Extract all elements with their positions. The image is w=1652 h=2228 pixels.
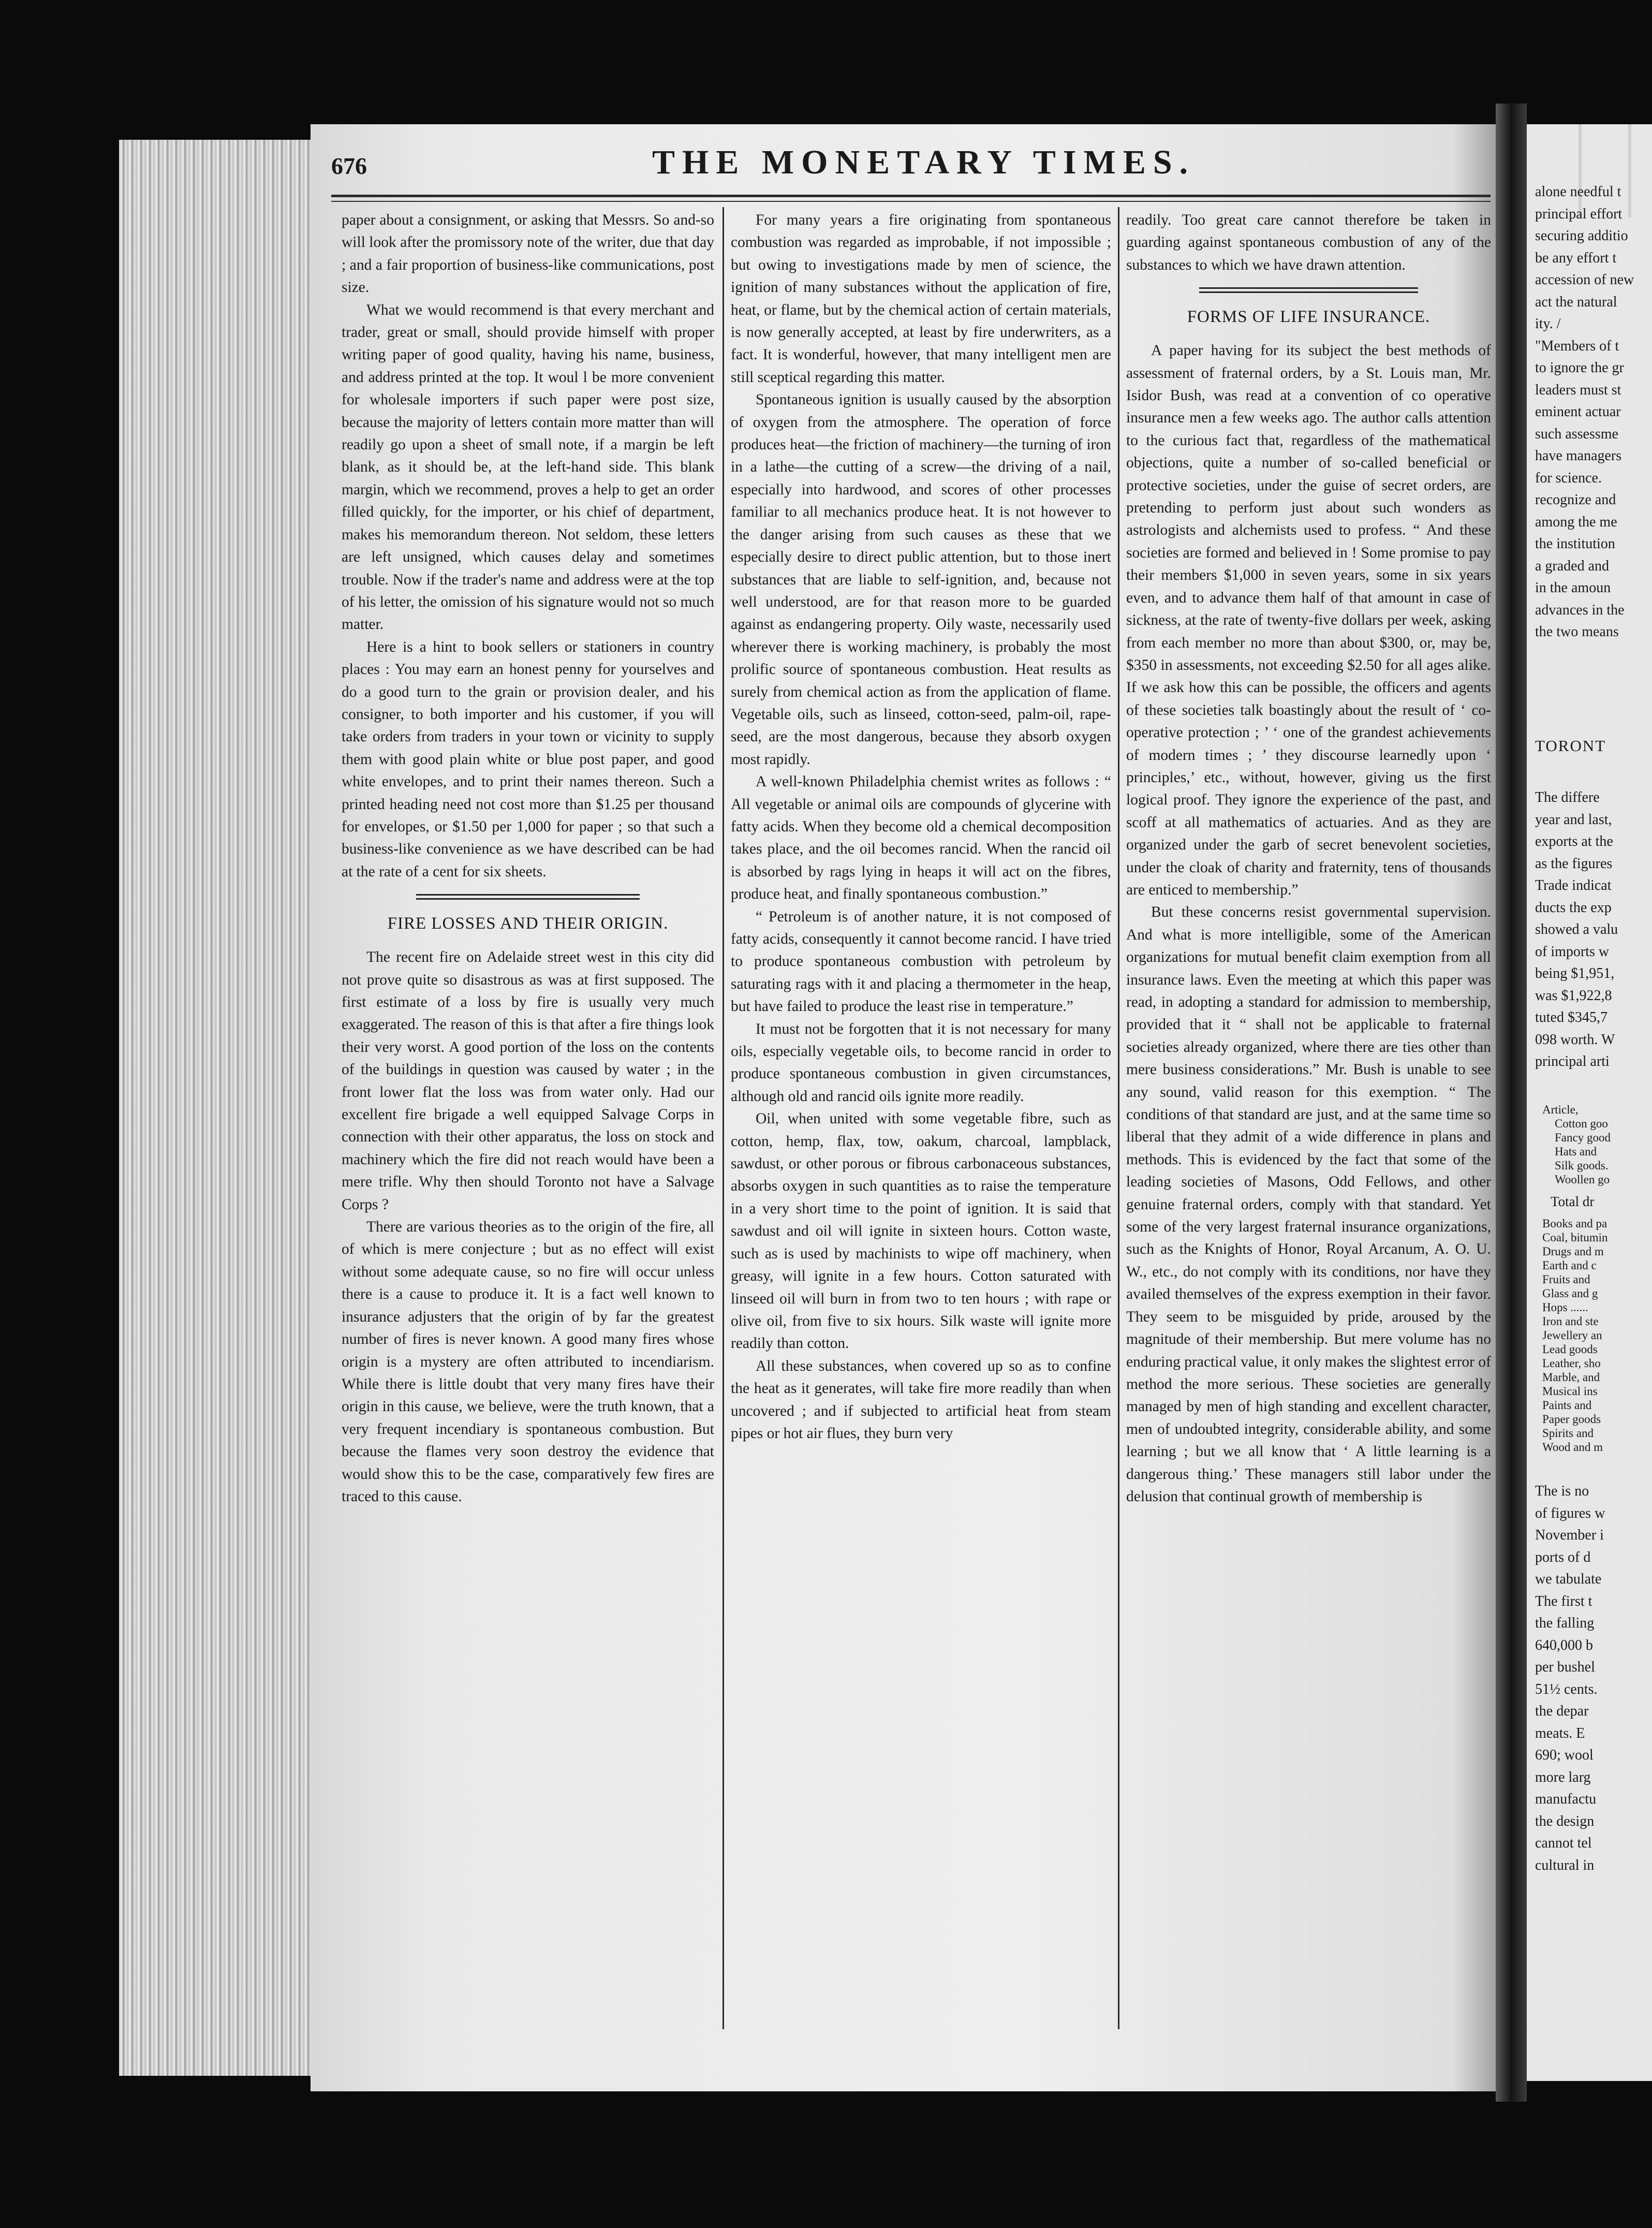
facing-page-table-row: Jewellery an (1542, 1329, 1602, 1342)
article-paragraph: There are various theories as to the origin of the fire, all of which is mere conjecture ; but as no effect will exist without some adequate cause, so no fire will occur unless there is a cause to produce it. It is a fact well known to insurance adjusters that the origin of by far the greatest number of fires is never known. A good many fires whose origin is a mystery are often attributed to incendiarism. While there is little doubt that very many fires have their origin in this cause, we believe, were the truth known, that a very frequent incendiary is spontaneous combustion. But because the flames very soon destroy the evidence that would show this to be the case, comparatively few fires are traced to this cause. (342, 1219, 714, 1505)
facing-page-line: "Members of t (1535, 338, 1619, 354)
article-paragraph: A well-known Philadelphia chemist writes as follows : “ All vegetable or animal oils are compounds of glycerine with fatty acids. When they become old a chemical decomposition takes place, and the oil becomes rancid. When the rancid oil is absorbed by rags lying in heaps it will act on the fibres, produce heat, and finally spontaneous combustion.” (731, 773, 1111, 903)
facing-page-table-row: Hops ...... (1542, 1301, 1588, 1314)
facing-page-table-row: Leather, sho (1542, 1357, 1601, 1370)
article-paragraph: But these concerns resist governmental supervision. And what is more intelligible, some of the American organizations for mutual benefit claim exemption from all insurance laws. Even the meeting at which this paper was read, in adopting a standard for admission to membership, provided that it “ shall not be applicable to fraternal societies already organized, where there are ties other than mere business considerations.” Mr. Bush is unable to see any sound, valid reason for this exemption. “ The conditions of that standard are just, and at the same time so liberal that they admit of a wide difference in plans and methods. This is evidenced by the fact that some of the leading societies of Masons, Odd Fellows, and other genuine fraternal orders, comply with that standard. Yet some of the very largest fraternal insurance organizations, such as the Knights of Honor, Royal Arcanum, A. O. U. W., etc., do not comply with its conditions, nor have they availed themselves of the express exemption in their favor. They seem to be misguided by pride, aroused by the magnitude of their membership. But mere volume has no enduring practical value, it only makes the slightest error of method the more serious. These societies are generally managed by men of high standing and excellent character, men of undoubted integrity, considerable ability, and some learning ; but we all know that ‘ A little learning is a dangerous thing.’ These managers still labor under the delusion that continual growth of membership is (1126, 904, 1491, 1505)
facing-page-line: 640,000 b (1535, 1637, 1593, 1653)
facing-page-line: of figures w (1535, 1505, 1605, 1521)
facing-page-line: the two means (1535, 624, 1619, 640)
facing-page-line: eminent actuar (1535, 404, 1621, 420)
facing-page-table-row: Silk goods. (1555, 1159, 1609, 1172)
facing-page-line: exports at the (1535, 833, 1613, 849)
facing-page-line: the falling (1535, 1615, 1595, 1631)
facing-page-mid-lines (1535, 787, 1618, 1073)
facing-page-line: recognize and (1535, 492, 1616, 508)
page-number: 676 (331, 153, 367, 179)
facing-page-line: of imports w (1535, 943, 1610, 960)
facing-page-line: securing additio (1535, 228, 1628, 244)
facing-page-top-lines (1535, 181, 1634, 643)
facing-page-line: principal arti (1535, 1053, 1610, 1069)
facing-page-line: such assessme (1535, 426, 1618, 442)
facing-page-line: be any effort t (1535, 250, 1617, 266)
facing-page-line: the depar (1535, 1703, 1589, 1719)
facing-page-line: Trade indicat (1535, 877, 1612, 893)
article-paragraph: Oil, when united with some vegetable fibre, such as cotton, hemp, flax, tow, oakum, charcoal, lampblack, sawdust, or other porous or fibrous carbonaceous substances, absorbs oxygen in such quantities as to raise the temperature in a very short time to the point of ignition. It is said that sawdust and oil will ignite in sixteen hours. Cotton waste, such as is used by machinists to wipe off machinery, when greasy, will ignite in a few hours. Cotton saturated with linseed oil will burn in from two to ten hours ; with rape or olive oil, from five to six hours. Silk waste will ignite more readily than cotton. (731, 1110, 1111, 1352)
facing-page-line: act the natural (1535, 294, 1617, 310)
article-paragraph: The recent fire on Adelaide street west in this city did not prove quite so disastrous as was at first supposed. The first estimate of a loss by fire is usually very much exaggerated. The reason of this is that after a fire things look their very worst. A good portion of the loss on the contents of the buildings in question was caused by water ; in the front lower flat the loss was from water only. Had our excellent fire brigade a well equipped Salvage Corps in connection with their other apparatus, the loss on stock and machinery which the fire did not reach would have been a mere trifle. Why then should Toronto not have a Salvage Corps ? (342, 949, 714, 1213)
facing-page-table-row: Fruits and (1542, 1273, 1590, 1286)
facing-page-line: ity. / (1535, 316, 1561, 332)
facing-page-table-row: Fancy good (1555, 1131, 1611, 1144)
facing-page-table-row: Woollen go (1555, 1173, 1610, 1186)
facing-page-line: The differe (1535, 789, 1600, 805)
facing-page-line: cannot tel (1535, 1835, 1592, 1851)
article-heading: FORMS OF LIFE INSURANCE. (1187, 307, 1430, 327)
facing-page-line: more larg (1535, 1769, 1591, 1785)
article-paragraph: paper about a consignment, or asking that Messrs. So and-so will look after the promissory note of the writer, due that day ; and a fair proportion of business-like communications, post size. (342, 212, 714, 296)
facing-page-line: meats. E (1535, 1725, 1585, 1741)
facing-page-line: per bushel (1535, 1659, 1595, 1675)
facing-page-table-row: Spirits and (1542, 1427, 1594, 1440)
facing-page-line: leaders must st (1535, 382, 1621, 398)
facing-page-table-total: Total dr (1551, 1194, 1595, 1209)
facing-page-heading: TORONT (1535, 737, 1606, 755)
header-rule (331, 195, 1491, 197)
facing-page-line: for science. (1535, 470, 1602, 486)
facing-page-line: showed a valu (1535, 921, 1618, 937)
facing-page-table-header: Article, (1542, 1103, 1579, 1116)
facing-page-line: cultural in (1535, 1857, 1595, 1873)
facing-page-table-row: Marble, and (1542, 1371, 1600, 1384)
facing-page-table-row: Wood and m (1542, 1441, 1603, 1454)
article-paragraph: It must not be forgotten that it is not necessary for many oils, especially vegetable oils, to become rancid in order to produce spontaneous combustion in given circumstances, although old and rancid oils ignite more readily. (731, 1020, 1111, 1105)
facing-page-bottom-lines (1535, 1481, 1605, 1877)
facing-page-line: ducts the exp (1535, 899, 1612, 916)
facing-page-line: tuted $345,7 (1535, 1009, 1607, 1025)
facing-page-line: among the me (1535, 514, 1617, 530)
section-separator (416, 892, 640, 903)
facing-page-table-2 (1542, 1216, 1608, 1454)
article-paragraph: All these substances, when covered up so as to confine the heat as it generates, will take fire more readily than when uncovered ; and if subjected to artificial heat from steam pipes or hot air flues, they burn very (731, 1357, 1111, 1442)
facing-page-line: was $1,922,8 (1535, 987, 1612, 1004)
facing-page-line: alone needful t (1535, 184, 1621, 200)
facing-page-line: advances in the (1535, 602, 1625, 618)
article-paragraph: What we would recommend is that every merchant and trader, great or small, should provide himself with proper writing paper of good quality, having his name, business, and address printed at the top. It woul l be more convenient for wholesale importers if such paper were post size, because the majority of letters contain more matter than will readily go upon a sheet of small note, if a margin be left blank, as it should be, at the left-hand side. This blank margin, which we recommend, proves a help to get an order filled quickly, for the importer, or his chief of department, makes his memorandum thereon. Not seldom, these letters are left unsigned, which causes delay and sometimes trouble. Now if the trader's name and address were at the top of his letter, the omission of his signature would not so much matter. (342, 301, 714, 633)
facing-page-line: 690; wool (1535, 1747, 1594, 1763)
article-paragraph: Here is a hint to book sellers or stationers in country places : You may earn an honest penny for yourselves and do a good turn to the grain or provision dealer, and his consigner, to both importer and his customer, if you will take orders from traders in your town or vicinity to supply them with good plain white or blue post paper, and good white envelopes, and to print their names thereon. Such a printed heading need not cost more than $1.25 per thousand for envelopes, or $1.50 per 1,000 for paper ; so that such a business-like convenience as we have described can be had at the rate of a cent for six sheets. (342, 638, 714, 880)
header-rule-thin (331, 201, 1491, 202)
facing-page (1527, 124, 1652, 2081)
facing-page-line: have managers (1535, 448, 1622, 464)
facing-page-line: 51½ cents. (1535, 1681, 1598, 1697)
facing-page-line: a graded and (1535, 558, 1610, 574)
facing-page-line: to ignore the gr (1535, 360, 1624, 376)
facing-page-table-row: Books and pa (1542, 1217, 1607, 1230)
facing-page-table-row: Iron and ste (1542, 1315, 1599, 1328)
column-1 (342, 209, 714, 2083)
facing-page-line: The first t (1535, 1593, 1592, 1609)
facing-page-table-row: Cotton goo (1555, 1117, 1608, 1130)
facing-page-table-row: Musical ins (1542, 1385, 1598, 1398)
article-paragraph: “ Petroleum is of another nature, it is not composed of fatty acids, consequently it cannot become rancid. I have tried to produce spontaneous combustion with petroleum by saturating rags with it and placing a thermometer in the heap, but have failed to produce the least rise in temperature.” (731, 908, 1111, 1015)
section-separator (1199, 286, 1418, 296)
facing-page-table-row: Paper goods (1542, 1413, 1601, 1426)
facing-page-table-row: Coal, bitumin (1542, 1231, 1608, 1244)
facing-page-table-row: Hats and (1555, 1145, 1597, 1158)
facing-page-line: manufactu (1535, 1791, 1597, 1807)
masthead-title: THE MONETARY TIMES. (652, 143, 1196, 181)
column-rule (1118, 207, 1119, 2029)
facing-page-line: year and last, (1535, 811, 1612, 828)
facing-page-table-1 (1542, 1103, 1611, 1186)
facing-page-line: being $1,951, (1535, 965, 1615, 981)
facing-page-line: principal effort (1535, 206, 1623, 222)
column-2 (731, 209, 1111, 2083)
article-paragraph: readily. Too great care cannot therefore be taken in guarding against spontaneous combustion of any of the substances to which we have drawn attention. (1126, 212, 1491, 273)
facing-page-line: 098 worth. W (1535, 1031, 1615, 1048)
facing-page-line: in the amoun (1535, 580, 1611, 596)
facing-page-line: the institution (1535, 536, 1615, 552)
book-gutter (1496, 104, 1527, 2102)
column-3 (1126, 209, 1491, 2083)
facing-page-table-row: Earth and c (1542, 1259, 1597, 1272)
article-paragraph: A paper having for its subject the best methods of assessment of fraternal orders, by a St. Louis man, Mr. Isidor Bush, was read at a convention of co operative insurance men a few weeks ago. The author calls attention to the curious fact that, regardless of the mathematical objections, quite a number of so-called beneficial or protective societies, under the guise of secret orders, are pretending to perform just about such wonders as astrologists and alchemists used to profess. “ And these societies are formed and believed in ! Some promise to pay their members $1,000 in seven years, some in six years even, and to advance them half of that amount in case of sickness, at the rate of twenty-five dollars per week, asking from each member no more than about $300, or, may be, $350 in assessments, not exceeding $2.50 for all ages alike. If we ask how this can be possible, the officers and agents of these societies talk boastingly about the result of ‘ co-operative protection ; ’ ‘ one of the grandest achievements of modern times ; ’ they discourse learnedly upon ‘ principles,’ etc., without, however, giving us the first logical proof. They ignore the experience of the past, and scoff at all mathematics of actuaries. And as they are organized under the garb of secret benevolent societies, under the cloak of charity and fraternity, tens of thousands are enticed to membership.” (1126, 342, 1491, 898)
column-rule (722, 207, 724, 2029)
facing-page-line: November i (1535, 1527, 1604, 1543)
facing-page-line: accession of new (1535, 272, 1634, 288)
facing-page-line: ports of d (1535, 1549, 1591, 1565)
article-heading: FIRE LOSSES AND THEIR ORIGIN. (387, 914, 669, 933)
facing-page-line: the design (1535, 1813, 1595, 1829)
facing-page-line: as the figures (1535, 855, 1613, 872)
facing-page-table-row: Glass and g (1542, 1287, 1598, 1300)
facing-page-table-row: Lead goods (1542, 1343, 1598, 1356)
article-paragraph: Spontaneous ignition is usually caused by the absorption of oxygen from the atmosphere. The operation of force produces heat—the friction of machinery—the turning of iron in a lathe—the cutting of a screw—the driving of a nail, especially into hardwood, and scores of other processes familiar to all mechanics produce heat. It is not however to the danger arising from such causes as these that we especially desire to direct public attention, but to those inert substances that are liable to self-ignition, and, because not well understood, are for that reason more to be guarded against as endangering property. Oily waste, necessarily used wherever there is working machinery, is probably the most prolific source of spontaneous combustion. Heat results as surely from chemical action as from the application of flame. Vegetable oils, such as linseed, cotton-seed, palm-oil, rape-seed, are the most dangerous, because they absorb oxygen most rapidly. (731, 391, 1111, 768)
page-header (331, 141, 1501, 193)
article-paragraph: For many years a fire originating from spontaneous combustion was regarded as improbable, if not impossible ; but owing to investigations made by men of science, the ignition of many substances without the application of fire, heat, or flame, but by the chemical action of certain materials, is now generally accepted, at least by fire underwriters, as a fact. It is wonderful, however, that many intelligent men are still sceptical regarding this matter. (731, 212, 1111, 386)
facing-page-table-row: Paints and (1542, 1399, 1592, 1412)
facing-page-line: The is no (1535, 1483, 1589, 1499)
facing-page-line: we tabulate (1535, 1571, 1602, 1587)
facing-page-table-row: Drugs and m (1542, 1245, 1604, 1258)
